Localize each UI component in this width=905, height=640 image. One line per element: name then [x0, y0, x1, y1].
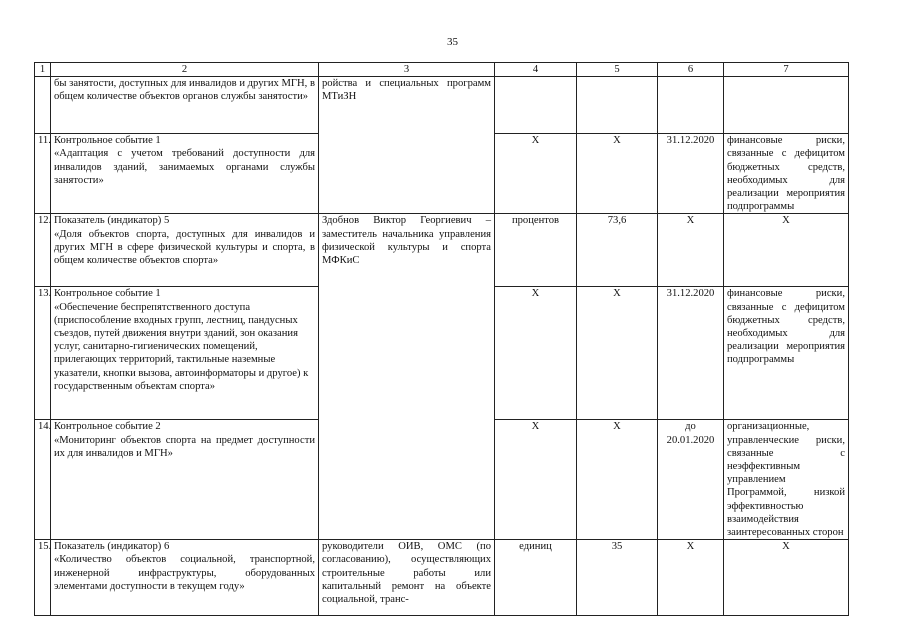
row-unit: X: [495, 420, 577, 540]
header-cell: 6: [658, 63, 724, 77]
row-value: X: [577, 134, 658, 214]
row-unit: единиц: [495, 540, 577, 616]
row-value: [577, 77, 658, 134]
row-number: 15.: [35, 540, 51, 616]
row-date: до 20.01.2020: [658, 420, 724, 540]
row-unit: [495, 77, 577, 134]
row-number: 11.: [35, 134, 51, 214]
row-responsible: Здобнов Виктор Георгиевич – заместитель начальника управления физической культуры и спорта МФКиС: [319, 214, 495, 540]
row-name: Контрольное событие 1 «Обеспечение беспрепятственного доступа (приспособление входных групп, лестниц, пандусных съездов, путей движения внутри зданий, зон оказания услуг, санитарно-гигиенических помещений, прилегающих территорий, тактильные наземные указатели, кнопки вызова, автоинформаторы и другое) к государственным объектам спорта»: [51, 287, 319, 420]
row-unit: X: [495, 287, 577, 420]
row-date: 31.12.2020: [658, 287, 724, 420]
row-responsible: руководители ОИВ, ОМС (по согласованию), осуществляющих строительные работы или капитальный ремонт на объекте социальной, транс-: [319, 540, 495, 616]
header-cell: 2: [51, 63, 319, 77]
row-value: 73,6: [577, 214, 658, 287]
row-number: [35, 77, 51, 134]
row-responsible: ройства и специальных программ МТиЗН: [319, 77, 495, 214]
row-date: [658, 77, 724, 134]
row-name: Показатель (индикатор) 5 «Доля объектов спорта, доступных для инвалидов и других МГН в сфере физической культуры и спорта, в общем количестве объектов спорта»: [51, 214, 319, 287]
row-value: X: [577, 420, 658, 540]
row-risks: X: [724, 214, 849, 287]
header-cell: 3: [319, 63, 495, 77]
table-row: [35, 77, 849, 134]
row-risks: X: [724, 540, 849, 616]
page-number: 35: [447, 36, 458, 48]
row-unit: процентов: [495, 214, 577, 287]
row-date: X: [658, 540, 724, 616]
row-risks: финансовые риски, связанные с дефицитом бюджетных средств, необходимых для реализации мероприятия подпрограммы: [724, 287, 849, 420]
header-cell: 1: [35, 63, 51, 77]
row-name: Контрольное событие 1 «Адаптация с учетом требований доступности для инвалидов зданий, занимаемых органами службы занятости»: [51, 134, 319, 214]
table-row: [35, 540, 849, 616]
row-risks: финансовые риски, связанные с дефицитом бюджетных средств, необходимых для реализации мероприятия подпрограммы: [724, 134, 849, 214]
table-row: [35, 214, 849, 287]
header-cell: 7: [724, 63, 849, 77]
row-name: Контрольное событие 2 «Мониторинг объектов спорта на предмет доступности их для инвалидов и МГН»: [51, 420, 319, 540]
header-cell: 4: [495, 63, 577, 77]
row-number: 14.: [35, 420, 51, 540]
header-row: [35, 63, 849, 77]
indicators-table: [34, 62, 849, 616]
row-date: 31.12.2020: [658, 134, 724, 214]
row-value: X: [577, 287, 658, 420]
row-name: бы занятости, доступных для инвалидов и других МГН, в общем количестве объектов органов службы занятости»: [51, 77, 319, 134]
row-risks: [724, 77, 849, 134]
row-name: Показатель (индикатор) 6 «Количество объектов социальной, транспортной, инженерной инфраструктуры, оборудованных элементами доступности в текущем году»: [51, 540, 319, 616]
row-date: X: [658, 214, 724, 287]
row-number: 12.: [35, 214, 51, 287]
row-value: 35: [577, 540, 658, 616]
row-risks: организационные, управленческие риски, связанные с неэффективным управлением Программой, низкой эффективностью взаимодействия заинтересованных сторон: [724, 420, 849, 540]
row-unit: X: [495, 134, 577, 214]
row-number: 13.: [35, 287, 51, 420]
header-cell: 5: [577, 63, 658, 77]
